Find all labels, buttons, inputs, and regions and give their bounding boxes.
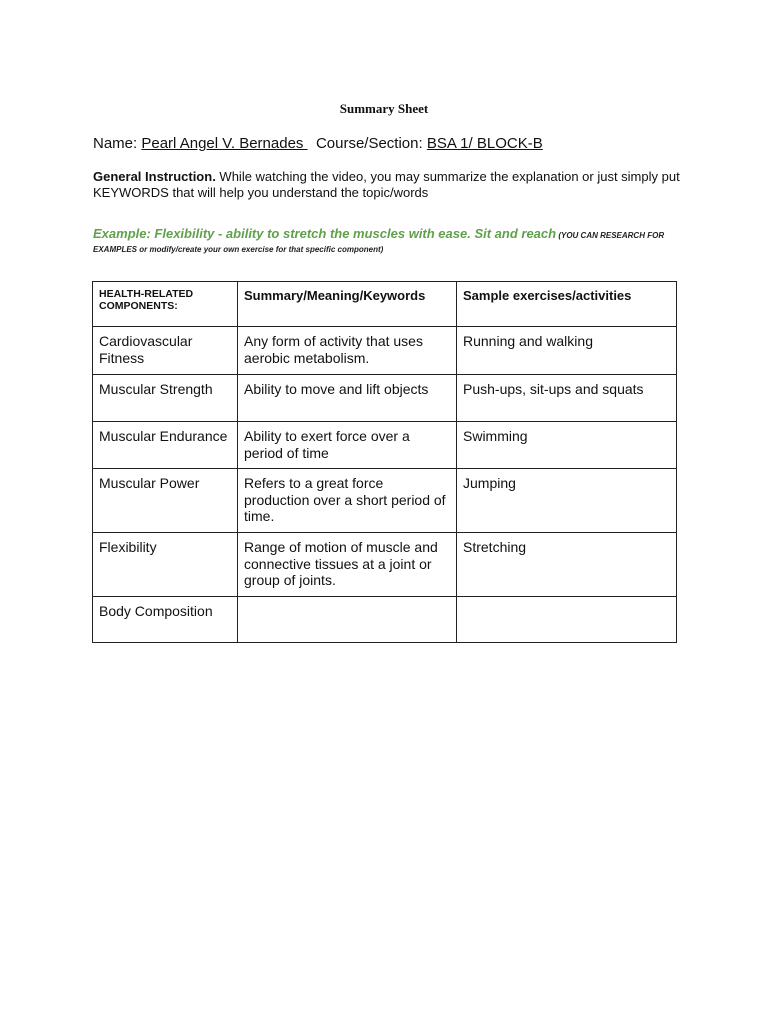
course-label: Course/Section: bbox=[315, 135, 427, 152]
document-title: Summary Sheet bbox=[339, 101, 429, 116]
exercise-cell bbox=[457, 597, 677, 643]
header-exercises: Sample exercises/activities bbox=[457, 282, 677, 327]
table-row bbox=[93, 469, 677, 533]
header-summary: Summary/Meaning/Keywords bbox=[238, 282, 457, 327]
table-row bbox=[93, 533, 677, 597]
name-value: Pearl Angel V. Bernades bbox=[141, 135, 308, 152]
exercise-cell: Swimming bbox=[457, 422, 677, 469]
summary-cell: Ability to move and lift objects bbox=[238, 375, 457, 422]
exercise-cell: Push-ups, sit-ups and squats bbox=[457, 375, 677, 422]
instruction-text: While watching the video, you may summarize the explanation or just simply put KEYWORDS that will help you understand the topic/words bbox=[93, 169, 680, 200]
header-components: HEALTH-RELATED COMPONENTS: bbox=[93, 282, 238, 327]
summary-cell: Refers to a great force production over a short period of time. bbox=[238, 469, 457, 533]
component-cell: Body Composition bbox=[93, 597, 238, 643]
example-line bbox=[93, 228, 673, 256]
component-cell: Muscular Endurance bbox=[93, 422, 238, 469]
component-cell: Flexibility bbox=[93, 533, 238, 597]
summary-cell: Ability to exert force over a period of time bbox=[238, 422, 457, 469]
table-row bbox=[93, 375, 677, 422]
instruction-label: General Instruction. bbox=[93, 169, 216, 184]
exercise-cell: Jumping bbox=[457, 469, 677, 533]
component-cell: Muscular Power bbox=[93, 469, 238, 533]
summary-cell: Any form of activity that uses aerobic metabolism. bbox=[238, 327, 457, 375]
components-table bbox=[92, 281, 677, 643]
name-label: Name: bbox=[93, 135, 142, 152]
exercise-cell: Stretching bbox=[457, 533, 677, 597]
example-main: Example: Flexibility - ability to stretch the muscles with ease. Sit and reach bbox=[93, 226, 557, 241]
exercise-cell: Running and walking bbox=[457, 327, 677, 375]
component-cell: Cardiovascular Fitness bbox=[93, 327, 238, 375]
component-cell: Muscular Strength bbox=[93, 375, 238, 422]
summary-cell: Range of motion of muscle and connective tissues at a joint or group of joints. bbox=[238, 533, 457, 597]
course-value: BSA 1/ BLOCK-B bbox=[426, 135, 543, 152]
example-note: (YOU CAN RESEARCH FOR EXAMPLES or modify/create your own exercise for that specific component) bbox=[93, 231, 665, 254]
name-course-line bbox=[93, 135, 543, 152]
table-row bbox=[93, 327, 677, 375]
summary-cell bbox=[238, 597, 457, 643]
table-header-row bbox=[93, 282, 677, 327]
table-row bbox=[93, 597, 677, 643]
general-instruction bbox=[93, 169, 683, 200]
table-row bbox=[93, 422, 677, 469]
